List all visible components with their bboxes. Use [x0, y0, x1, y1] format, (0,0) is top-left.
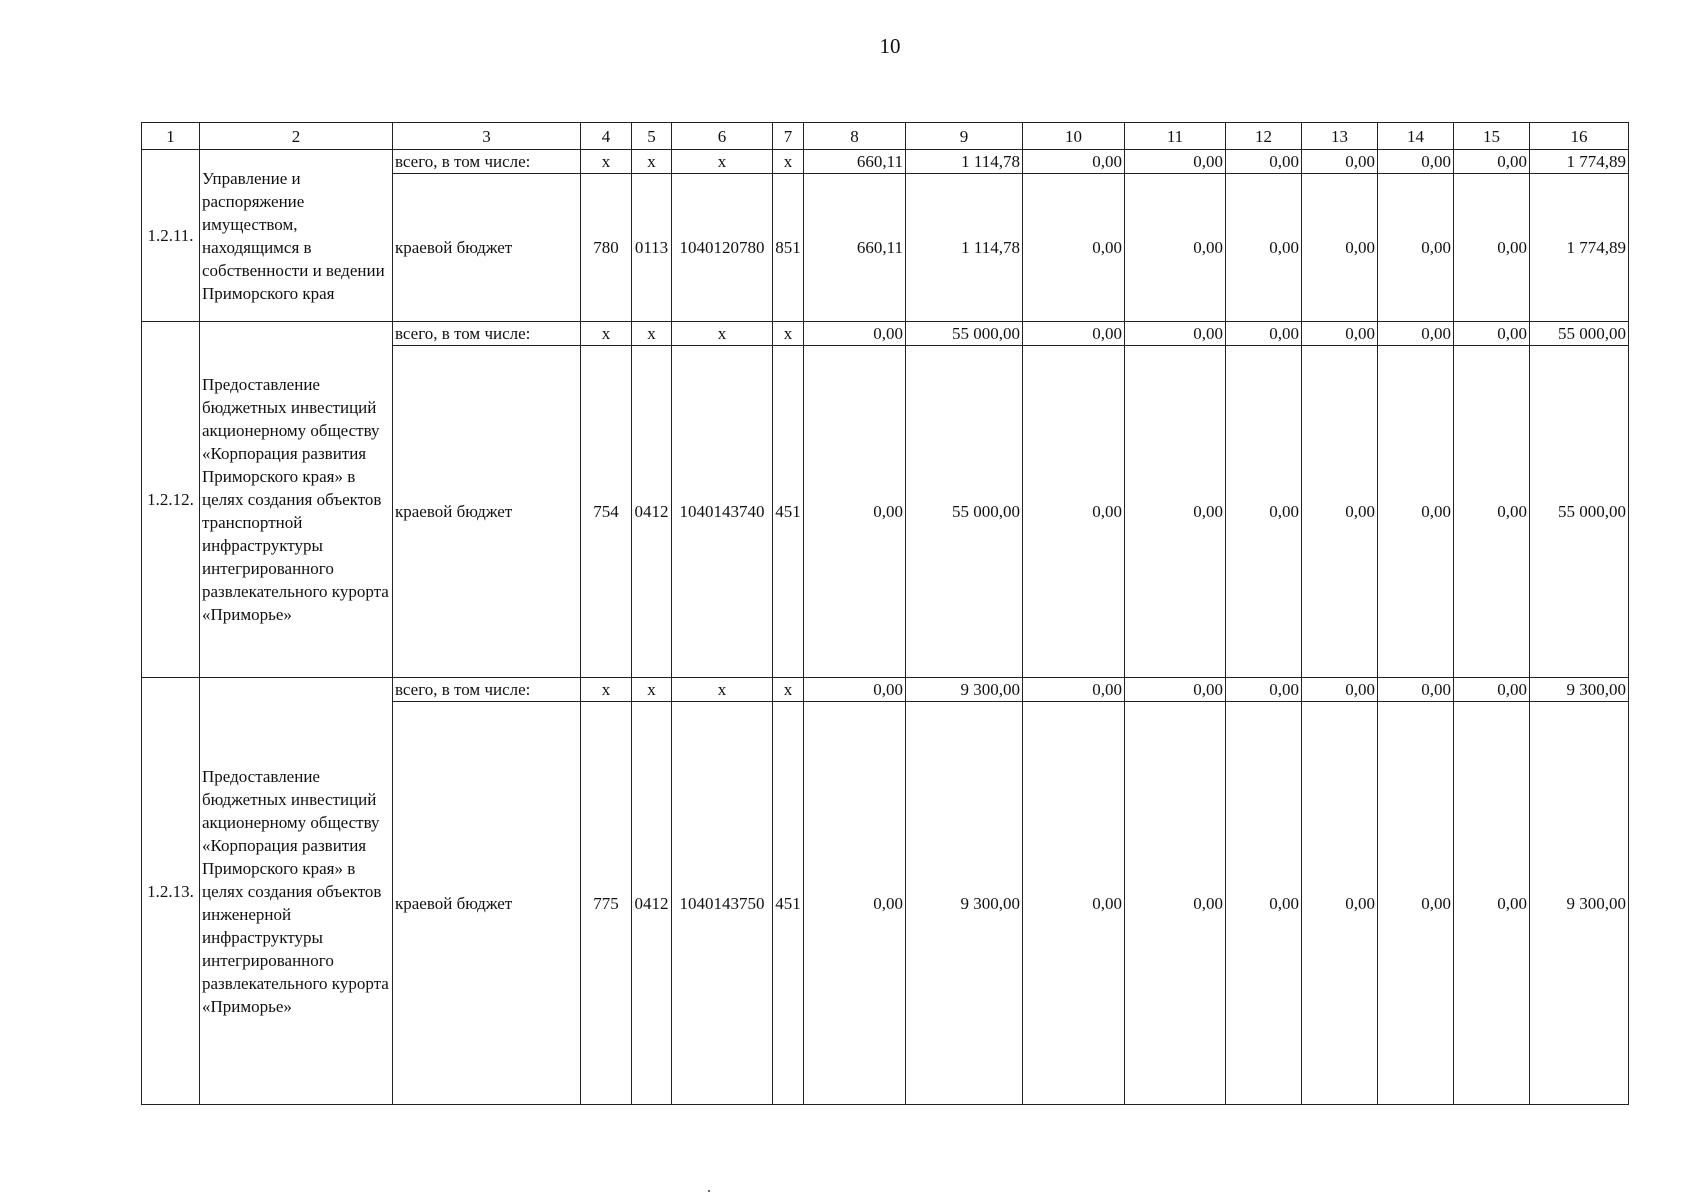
total-marker: x: [773, 678, 804, 702]
budget-label: краевой бюджет: [393, 702, 581, 1105]
budget-code: 0412: [632, 346, 672, 678]
budget-value: 9 300,00: [906, 702, 1023, 1105]
budget-value: 0,00: [804, 702, 906, 1105]
total-marker: x: [672, 322, 773, 346]
budget-value: 1 774,89: [1530, 174, 1629, 322]
budget-value: 0,00: [1454, 174, 1530, 322]
column-header: 15: [1454, 123, 1530, 150]
column-header: 6: [672, 123, 773, 150]
table-row-total: [142, 150, 1629, 174]
budget-label: краевой бюджет: [393, 174, 581, 322]
total-marker: x: [632, 150, 672, 174]
budget-value: 0,00: [1378, 346, 1454, 678]
total-label: всего, в том числе:: [393, 678, 581, 702]
page-number: 10: [879, 34, 901, 58]
budget-value: 0,00: [1125, 346, 1226, 678]
column-header: 16: [1530, 123, 1629, 150]
budget-value: 0,00: [1226, 174, 1302, 322]
total-value: 1 114,78: [906, 150, 1023, 174]
budget-code: 1040120780: [672, 174, 773, 322]
row-code: 1.2.12.: [142, 322, 200, 678]
total-label: всего, в том числе:: [393, 322, 581, 346]
total-value: 0,00: [1378, 150, 1454, 174]
budget-value: 0,00: [1125, 702, 1226, 1105]
column-header: 1: [142, 123, 200, 150]
budget-value: 660,11: [804, 174, 906, 322]
total-value: 0,00: [1023, 150, 1125, 174]
total-value: 0,00: [1454, 150, 1530, 174]
budget-code: 775: [581, 702, 632, 1105]
budget-value: 0,00: [1226, 346, 1302, 678]
total-value: 0,00: [1302, 322, 1378, 346]
column-header: 2: [200, 123, 393, 150]
total-marker: x: [581, 150, 632, 174]
total-marker: x: [632, 678, 672, 702]
column-header: 9: [906, 123, 1023, 150]
total-marker: x: [581, 678, 632, 702]
budget-value: 0,00: [1226, 702, 1302, 1105]
column-header: 10: [1023, 123, 1125, 150]
total-value: 0,00: [1378, 678, 1454, 702]
column-header-row: [142, 123, 1629, 150]
budget-value: 0,00: [1454, 346, 1530, 678]
total-value: 0,00: [1378, 322, 1454, 346]
budget-value: 0,00: [1023, 346, 1125, 678]
total-marker: x: [632, 322, 672, 346]
column-header: 11: [1125, 123, 1226, 150]
budget-value: 0,00: [1023, 174, 1125, 322]
total-value: 0,00: [1125, 322, 1226, 346]
budget-label: краевой бюджет: [393, 346, 581, 678]
row-name: Предоставление бюджетных инвестиций акционерному обществу «Корпорация развития Приморского края» в целях создания объектов транспортной инфраструктуры интегрированного развлекательного курорта «Приморье»: [200, 322, 393, 678]
total-marker: x: [672, 678, 773, 702]
budget-value: 55 000,00: [1530, 346, 1629, 678]
budget-code: 780: [581, 174, 632, 322]
total-value: 0,00: [1226, 150, 1302, 174]
table-row-total: [142, 678, 1629, 702]
budget-table: [141, 122, 1629, 1105]
budget-code: 851: [773, 174, 804, 322]
budget-code: 451: [773, 346, 804, 678]
total-value: 0,00: [804, 322, 906, 346]
total-value: 0,00: [1023, 678, 1125, 702]
column-header: 4: [581, 123, 632, 150]
budget-value: 0,00: [1125, 174, 1226, 322]
column-header: 7: [773, 123, 804, 150]
column-header: 5: [632, 123, 672, 150]
total-marker: x: [773, 150, 804, 174]
column-header: 12: [1226, 123, 1302, 150]
total-value: 0,00: [1302, 678, 1378, 702]
total-label: всего, в том числе:: [393, 150, 581, 174]
budget-code: 754: [581, 346, 632, 678]
budget-value: 0,00: [804, 346, 906, 678]
row-name: Предоставление бюджетных инвестиций акционерному обществу «Корпорация развития Приморского края» в целях создания объектов инженерной инфраструктуры интегрированного развлекательного курорта «Приморье»: [200, 678, 393, 1105]
total-value: 1 774,89: [1530, 150, 1629, 174]
budget-code: 0113: [632, 174, 672, 322]
scan-speck: [708, 1190, 710, 1192]
budget-value: 0,00: [1302, 346, 1378, 678]
budget-value: 1 114,78: [906, 174, 1023, 322]
total-marker: x: [672, 150, 773, 174]
budget-value: 0,00: [1454, 702, 1530, 1105]
total-value: 0,00: [1226, 678, 1302, 702]
total-value: 0,00: [1125, 150, 1226, 174]
budget-value: 9 300,00: [1530, 702, 1629, 1105]
total-marker: x: [773, 322, 804, 346]
budget-value: 0,00: [1023, 702, 1125, 1105]
total-marker: x: [581, 322, 632, 346]
total-value: 0,00: [1125, 678, 1226, 702]
row-code: 1.2.11.: [142, 150, 200, 322]
table-row-total: [142, 322, 1629, 346]
total-value: 9 300,00: [1530, 678, 1629, 702]
budget-value: 0,00: [1378, 174, 1454, 322]
budget-value: 0,00: [1302, 702, 1378, 1105]
budget-code: 0412: [632, 702, 672, 1105]
total-value: 0,00: [804, 678, 906, 702]
budget-value: 0,00: [1302, 174, 1378, 322]
total-value: 0,00: [1454, 678, 1530, 702]
row-name: Управление и распоряжение имуществом, находящимся в собственности и ведении Приморского края: [200, 150, 393, 322]
budget-code: 1040143740: [672, 346, 773, 678]
budget-value: 55 000,00: [906, 346, 1023, 678]
column-header: 14: [1378, 123, 1454, 150]
total-value: 0,00: [1226, 322, 1302, 346]
budget-value: 0,00: [1378, 702, 1454, 1105]
total-value: 9 300,00: [906, 678, 1023, 702]
total-value: 0,00: [1023, 322, 1125, 346]
total-value: 660,11: [804, 150, 906, 174]
column-header: 3: [393, 123, 581, 150]
column-header: 13: [1302, 123, 1378, 150]
total-value: 55 000,00: [906, 322, 1023, 346]
column-header: 8: [804, 123, 906, 150]
total-value: 0,00: [1454, 322, 1530, 346]
budget-code: 451: [773, 702, 804, 1105]
row-code: 1.2.13.: [142, 678, 200, 1105]
budget-code: 1040143750: [672, 702, 773, 1105]
total-value: 0,00: [1302, 150, 1378, 174]
total-value: 55 000,00: [1530, 322, 1629, 346]
